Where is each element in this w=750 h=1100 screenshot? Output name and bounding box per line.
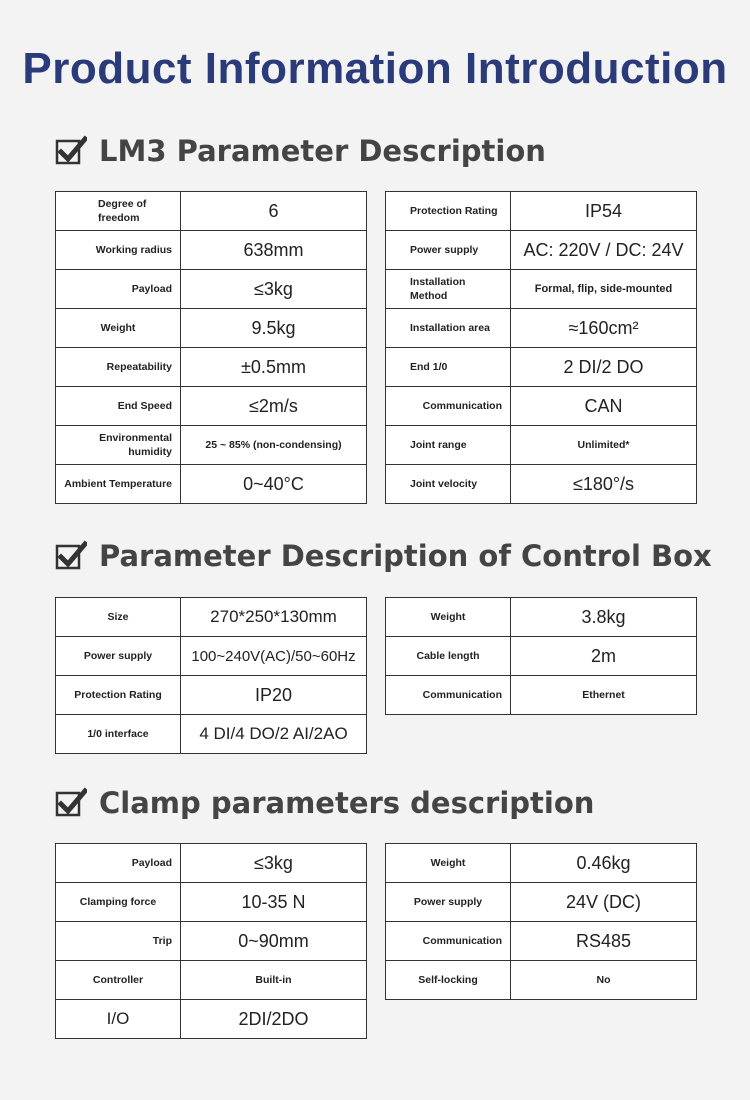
param-value: 10-35 N <box>181 883 367 922</box>
param-value: AC: 220V / DC: 24V <box>511 231 697 270</box>
table-row <box>56 1000 367 1039</box>
param-name: Joint velocity <box>386 465 511 504</box>
control-box-table-right <box>385 597 697 715</box>
param-name: Power supply <box>386 883 511 922</box>
param-value: ±0.5mm <box>181 348 367 387</box>
param-name: End 1/0 <box>386 348 511 387</box>
section-heading-text: Clamp parameters description <box>99 786 595 820</box>
table-row <box>386 883 697 922</box>
param-value: No <box>511 961 697 1000</box>
param-name: Payload <box>56 844 181 883</box>
param-name: Repeatability <box>56 348 181 387</box>
lm3-table-left <box>55 191 367 504</box>
param-name: Installation Method <box>386 270 511 309</box>
page-title: Product Information Introduction <box>22 44 728 93</box>
table-row <box>386 676 697 715</box>
table-row <box>56 270 367 309</box>
param-value: 9.5kg <box>181 309 367 348</box>
param-value: IP54 <box>511 192 697 231</box>
param-value: 24V (DC) <box>511 883 697 922</box>
param-name: End Speed <box>56 387 181 426</box>
table-row <box>386 844 697 883</box>
section-heading-control-box <box>55 536 712 576</box>
table-row <box>386 922 697 961</box>
param-name: Working radius <box>56 231 181 270</box>
param-name: Weight <box>386 598 511 637</box>
table-row <box>56 715 367 754</box>
param-value: 0.46kg <box>511 844 697 883</box>
param-value: ≤3kg <box>181 844 367 883</box>
param-value: ≤180°/s <box>511 465 697 504</box>
param-value: 270*250*130mm <box>181 598 367 637</box>
table-row <box>386 426 697 465</box>
param-value: Ethernet <box>511 676 697 715</box>
table-row <box>56 883 367 922</box>
table-row <box>386 387 697 426</box>
param-name: Controller <box>56 961 181 1000</box>
section-heading-text: LM3 Parameter Description <box>99 134 546 168</box>
checkbox-checked-icon <box>55 135 87 167</box>
param-value: 2 DI/2 DO <box>511 348 697 387</box>
param-value: 100~240V(AC)/50~60Hz <box>181 637 367 676</box>
param-name: Ambient Temperature <box>56 465 181 504</box>
table-row <box>386 270 697 309</box>
table-row <box>386 598 697 637</box>
table-row <box>386 231 697 270</box>
param-value: RS485 <box>511 922 697 961</box>
param-name: Self-locking <box>386 961 511 1000</box>
param-name: I/O <box>56 1000 181 1039</box>
table-row <box>56 598 367 637</box>
param-value: IP20 <box>181 676 367 715</box>
table-row <box>56 309 367 348</box>
param-name: Weight <box>386 844 511 883</box>
param-name: Installation area <box>386 309 511 348</box>
section-heading-lm3 <box>55 131 546 171</box>
table-row <box>56 844 367 883</box>
table-row <box>386 465 697 504</box>
table-row <box>56 231 367 270</box>
table-row <box>56 348 367 387</box>
table-row <box>56 465 367 504</box>
param-value: 6 <box>181 192 367 231</box>
param-name: Communication <box>386 387 511 426</box>
param-value: Unlimited* <box>511 426 697 465</box>
table-row <box>386 309 697 348</box>
param-value: 4 DI/4 DO/2 AI/2AO <box>181 715 367 754</box>
control-box-table-left <box>55 597 367 754</box>
table-row <box>56 192 367 231</box>
param-name: Payload <box>56 270 181 309</box>
table-row <box>56 961 367 1000</box>
param-name: Weight <box>56 309 181 348</box>
param-value: 0~40°C <box>181 465 367 504</box>
param-name: Degree of freedom <box>56 192 181 231</box>
param-name: Communication <box>386 676 511 715</box>
param-name: Cable length <box>386 637 511 676</box>
param-name: Protection Rating <box>386 192 511 231</box>
clamp-table-left <box>55 843 367 1039</box>
param-value: 2DI/2DO <box>181 1000 367 1039</box>
table-row <box>386 192 697 231</box>
param-value: Formal, flip, side-mounted <box>511 270 697 309</box>
param-value: 0~90mm <box>181 922 367 961</box>
table-row <box>386 637 697 676</box>
param-value: ≤3kg <box>181 270 367 309</box>
table-row <box>56 426 367 465</box>
section-heading-clamp <box>55 783 594 823</box>
param-value: 638mm <box>181 231 367 270</box>
param-name: Clamping force <box>56 883 181 922</box>
table-row <box>56 387 367 426</box>
param-value: CAN <box>511 387 697 426</box>
param-name: Communication <box>386 922 511 961</box>
param-name: 1/0 interface <box>56 715 181 754</box>
param-value: 25 ~ 85% (non-condensing) <box>181 426 367 465</box>
param-name: Joint range <box>386 426 511 465</box>
lm3-table-right <box>385 191 697 504</box>
checkbox-checked-icon <box>55 540 87 572</box>
param-value: Built-in <box>181 961 367 1000</box>
param-name: Size <box>56 598 181 637</box>
section-heading-text: Parameter Description of Control Box <box>99 539 712 573</box>
param-name: Protection Rating <box>56 676 181 715</box>
param-name: Environmental humidity <box>56 426 181 465</box>
table-row <box>386 348 697 387</box>
table-row <box>56 676 367 715</box>
param-value: 3.8kg <box>511 598 697 637</box>
param-name: Power supply <box>56 637 181 676</box>
param-value: ≤2m/s <box>181 387 367 426</box>
table-row <box>386 961 697 1000</box>
param-value: ≈160cm² <box>511 309 697 348</box>
table-row <box>56 922 367 961</box>
checkbox-checked-icon <box>55 787 87 819</box>
param-name: Power supply <box>386 231 511 270</box>
clamp-table-right <box>385 843 697 1000</box>
param-name: Trip <box>56 922 181 961</box>
table-row <box>56 637 367 676</box>
param-value: 2m <box>511 637 697 676</box>
